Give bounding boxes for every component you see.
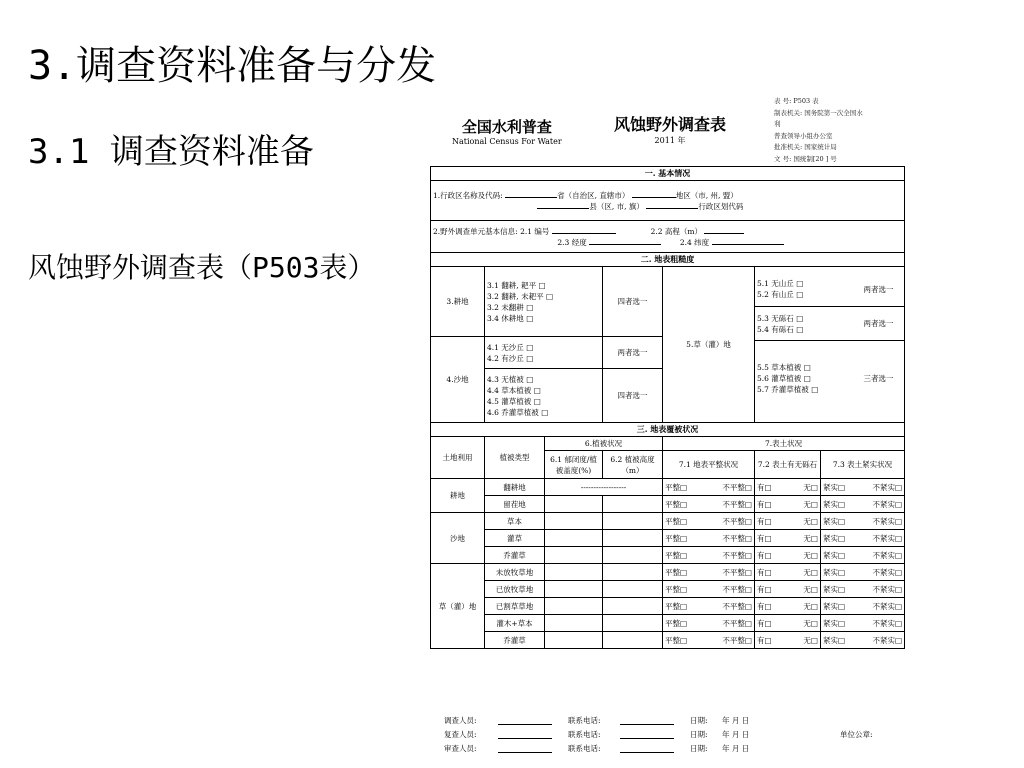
col-firmness: 7.3 表土紧实状况: [821, 451, 905, 479]
option-right[interactable]: 不紧实□: [872, 567, 903, 577]
option-right[interactable]: 不紧实□: [872, 618, 903, 628]
option-left[interactable]: 紧实□: [823, 516, 846, 526]
option: 4.5 灌草植被 □: [487, 396, 541, 406]
option-right[interactable]: 无□: [803, 550, 818, 560]
table-row: [431, 479, 905, 496]
option-left[interactable]: 有□: [757, 499, 772, 509]
col-veg-height: 6.2 植被高度（m）: [603, 451, 663, 479]
flatness-cell: [663, 564, 755, 581]
option-left[interactable]: 有□: [757, 482, 772, 492]
gravel-cell: [755, 564, 821, 581]
option-left[interactable]: 平整□: [665, 550, 688, 560]
option-left[interactable]: 平整□: [665, 567, 688, 577]
sandy-label: 4.沙地: [431, 337, 485, 423]
firmness-cell: [821, 598, 905, 615]
option-left[interactable]: 紧实□: [823, 499, 846, 509]
flatness-cell: [663, 615, 755, 632]
option-left[interactable]: 平整□: [665, 482, 688, 492]
veg-type-cell: 已放牧草地: [485, 581, 545, 598]
table-row: [431, 615, 905, 632]
option-right[interactable]: 不平整□: [722, 635, 752, 645]
form-caption: 风蚀野外调查表（P503表）: [28, 251, 376, 284]
date-label: 日期:: [690, 716, 708, 725]
veg-type-cell: 翻耕地: [485, 479, 545, 496]
grass-label: 5.草（灌）地: [663, 267, 755, 423]
flatness-cell: [663, 581, 755, 598]
choose-four-note: 四者选一: [603, 267, 663, 337]
veg-type-cell: 草本: [485, 513, 545, 530]
table-row: [431, 564, 905, 581]
org-subtitle: National Census For Water: [452, 137, 562, 146]
option: 3.2 翻耕, 未耙平 □: [487, 291, 554, 301]
meta-line: 利: [774, 120, 781, 128]
form-year: 2011 年: [654, 136, 686, 145]
option-right[interactable]: 不紧实□: [872, 601, 903, 611]
option-right[interactable]: 无□: [803, 567, 818, 577]
option: 5.6 灌草植被 □: [757, 374, 811, 384]
canopy-cell: [545, 581, 603, 598]
option-right[interactable]: 不紧实□: [872, 550, 903, 560]
option: 3.4 休耕地 □: [487, 313, 534, 323]
option: 4.4 草本植被 □: [487, 385, 541, 395]
option: 4.6 乔灌草植被 □: [487, 407, 549, 417]
option-right[interactable]: 不紧实□: [872, 635, 903, 645]
date-label: 日期:: [690, 730, 708, 739]
flatness-cell: [663, 632, 755, 649]
option-left[interactable]: 平整□: [665, 584, 688, 594]
option-left[interactable]: 紧实□: [823, 618, 846, 628]
table-row: [431, 598, 905, 615]
flatness-cell: [663, 513, 755, 530]
option-left[interactable]: 平整□: [665, 635, 688, 645]
option-right[interactable]: 不紧实□: [872, 482, 903, 492]
option-left[interactable]: 紧实□: [823, 584, 846, 594]
flatness-cell: [663, 598, 755, 615]
option: 5.3 无砾石 □: [757, 313, 804, 323]
firmness-cell: [821, 513, 905, 530]
gravel-cell: [755, 598, 821, 615]
label-longitude: 2.3 经度: [557, 237, 587, 247]
option-right[interactable]: 无□: [803, 482, 818, 492]
option-right[interactable]: 无□: [803, 601, 818, 611]
gravel-cell: [755, 479, 821, 496]
table-row: [431, 530, 905, 547]
option-right[interactable]: 无□: [803, 499, 818, 509]
option: 5.5 草本植被 □: [757, 363, 811, 373]
firmness-cell: [821, 581, 905, 598]
height-cell: [603, 564, 663, 581]
option-right[interactable]: 不平整□: [722, 499, 752, 509]
firmness-cell: [821, 530, 905, 547]
label-admin: 1.行政区名称及代码:: [433, 190, 503, 200]
firmness-cell: [821, 564, 905, 581]
veg-type-cell: 灌草: [485, 530, 545, 547]
reviewer-label: 复查人员:: [444, 730, 477, 739]
canopy-cell: [545, 496, 603, 513]
flatness-cell: [663, 547, 755, 564]
option-left[interactable]: 紧实□: [823, 482, 846, 492]
table-row: [431, 632, 905, 649]
sandy-options-a: [485, 337, 603, 369]
option: 5.1 无山丘 □: [757, 279, 804, 289]
table-row: [431, 547, 905, 564]
option: 3.2 未翻耕 □: [487, 302, 534, 312]
option-left[interactable]: 有□: [757, 533, 772, 543]
option-left[interactable]: 紧实□: [823, 567, 846, 577]
option-right[interactable]: 不紧实□: [872, 499, 903, 509]
meta-line: 普查领导小组办公室: [774, 131, 833, 140]
col-veg-type: 植被类型: [485, 437, 545, 479]
land-use-cell: 耕地: [431, 479, 485, 513]
firmness-cell: [821, 496, 905, 513]
option-right[interactable]: 不平整□: [722, 601, 752, 611]
canopy-cell: [545, 513, 603, 530]
option-right[interactable]: 无□: [803, 516, 818, 526]
slide-title: 3.调查资料准备与分发: [28, 43, 437, 89]
land-use-cell: 草（灌）地: [431, 564, 485, 649]
option-left[interactable]: 平整□: [665, 601, 688, 611]
veg-type-cell: 已割草草地: [485, 598, 545, 615]
seal-label: 单位公章:: [840, 730, 873, 739]
height-cell: [603, 496, 663, 513]
gravel-cell: [755, 496, 821, 513]
choose-two-note: 两者选一: [853, 273, 904, 307]
canopy-cell: [545, 615, 603, 632]
flatness-cell: [663, 530, 755, 547]
table-row: [431, 513, 905, 530]
option-right[interactable]: 不紧实□: [872, 516, 903, 526]
date-ymd: 年 月 日: [722, 744, 750, 753]
canopy-cell: [545, 632, 603, 649]
label-admin-code: 行政区划代码: [698, 201, 744, 211]
auditor-label: 审查人员:: [444, 744, 477, 753]
land-use-cell: 沙地: [431, 513, 485, 564]
grass-options: [755, 267, 905, 423]
option-right[interactable]: 不平整□: [722, 567, 752, 577]
canopy-cell: [545, 530, 603, 547]
option-left[interactable]: 紧实□: [823, 601, 846, 611]
option-left[interactable]: 有□: [757, 516, 772, 526]
choose-two-note: 两者选一: [603, 337, 663, 369]
option-right[interactable]: 无□: [803, 584, 818, 594]
label-elevation: 2.2 高程（m）: [650, 226, 702, 236]
col-veg-status: 6.植被状况: [545, 437, 663, 451]
height-cell: [603, 547, 663, 564]
meta-line: 批准机关: 国家统计局: [774, 143, 837, 151]
gravel-cell: [755, 547, 821, 564]
option-right[interactable]: 不平整□: [722, 618, 752, 628]
veg-type-cell: 灌木+草本: [485, 615, 545, 632]
section-basic: 一. 基本情况: [431, 167, 905, 181]
flatness-cell: [663, 496, 755, 513]
option: 4.3 无植被 □: [487, 374, 534, 384]
form-title: 风蚀野外调查表: [614, 115, 727, 134]
gravel-cell: [755, 581, 821, 598]
date-ymd: 年 月 日: [722, 716, 750, 725]
form-footer: [444, 714, 906, 756]
option: 4.1 无沙丘 □: [487, 342, 534, 352]
option-left[interactable]: 平整□: [665, 618, 688, 628]
firmness-cell: [821, 479, 905, 496]
option-right[interactable]: 不平整□: [722, 584, 752, 594]
form-title-header: [614, 112, 726, 146]
option-left[interactable]: 平整□: [665, 499, 688, 509]
meta-line: 文 号: 国统制[20 ] 号: [774, 154, 837, 163]
gravel-cell: [755, 615, 821, 632]
phone-label: 联系电话:: [568, 730, 601, 739]
col-soil-status: 7.表土状况: [663, 437, 905, 451]
col-land-use: 土地利用: [431, 437, 485, 479]
option-right[interactable]: 无□: [803, 533, 818, 543]
label-prefecture: 地区（市, 州, 盟）: [675, 190, 738, 200]
option-right[interactable]: 不平整□: [722, 516, 752, 526]
sandy-options-b: [485, 369, 603, 423]
option: 5.4 有砾石 □: [757, 324, 804, 334]
date-label: 日期:: [690, 744, 708, 753]
option: 3.1 翻耕, 耙平 □: [487, 280, 546, 290]
height-cell: [603, 632, 663, 649]
veg-type-cell: 乔灌草: [485, 632, 545, 649]
option-left[interactable]: 紧实□: [823, 635, 846, 645]
option-right[interactable]: 不平整□: [722, 482, 752, 492]
investigator-label: 调查人员:: [444, 716, 477, 725]
survey-table: [430, 166, 905, 649]
height-cell: [603, 581, 663, 598]
canopy-cell: [545, 564, 603, 581]
dash-cell: ------------------: [545, 479, 663, 496]
option-left[interactable]: 紧实□: [823, 533, 846, 543]
label-county: 县（区, 市, 旗）: [589, 201, 644, 211]
option-left[interactable]: 有□: [757, 635, 772, 645]
option-right[interactable]: 不平整□: [722, 550, 752, 560]
form-org-header: [452, 116, 562, 146]
gravel-cell: [755, 513, 821, 530]
choose-three-note: 三者选一: [863, 374, 894, 384]
section-subtitle: 3.1 调查资料准备: [28, 132, 314, 172]
label-unit-id: 2.野外调查单元基本信息: 2.1 编号: [433, 226, 550, 236]
arable-options: [485, 267, 603, 337]
phone-label: 联系电话:: [568, 744, 601, 753]
option: 5.7 乔灌草植被 □: [757, 385, 819, 395]
height-cell: [603, 513, 663, 530]
veg-type-cell: 乔灌草: [485, 547, 545, 564]
option-left[interactable]: 有□: [757, 618, 772, 628]
option: 4.2 有沙丘 □: [487, 353, 534, 363]
option-right[interactable]: 不紧实□: [872, 584, 903, 594]
label-latitude: 2.4 纬度: [679, 237, 710, 247]
survey-form-image: [430, 94, 906, 762]
form-meta: [774, 96, 906, 165]
choose-four-note: 四者选一: [603, 369, 663, 423]
section-cover: 三. 地表覆被状况: [431, 423, 905, 437]
height-cell: [603, 530, 663, 547]
canopy-cell: [545, 547, 603, 564]
option-left[interactable]: 平整□: [665, 533, 688, 543]
survey-unit-row: [431, 221, 905, 253]
option-left[interactable]: 有□: [757, 550, 772, 560]
option-right[interactable]: 无□: [803, 618, 818, 628]
height-cell: [603, 598, 663, 615]
option-right[interactable]: 不紧实□: [872, 533, 903, 543]
admin-region-row: [431, 181, 905, 221]
col-gravel: 7.2 表土有无砾石: [755, 451, 821, 479]
option-left[interactable]: 平整□: [665, 516, 688, 526]
option-left[interactable]: 有□: [757, 601, 772, 611]
option-left[interactable]: 有□: [757, 584, 772, 594]
option-left[interactable]: 紧实□: [823, 550, 846, 560]
flatness-cell: [663, 479, 755, 496]
gravel-cell: [755, 530, 821, 547]
table-row: [431, 581, 905, 598]
firmness-cell: [821, 632, 905, 649]
height-cell: [603, 615, 663, 632]
table-row: [431, 496, 905, 513]
veg-type-cell: 留茬地: [485, 496, 545, 513]
canopy-cell: [545, 598, 603, 615]
meta-line: 制表机关: 国务院第一次全国水: [774, 108, 863, 117]
option: 5.2 有山丘 □: [757, 290, 804, 300]
label-province: 省（自治区, 直辖市）: [557, 190, 630, 200]
option-right[interactable]: 不平整□: [722, 533, 752, 543]
choose-two-note: 两者选一: [853, 307, 904, 341]
col-flatness: 7.1 地表平整状况: [663, 451, 755, 479]
gravel-cell: [755, 632, 821, 649]
firmness-cell: [821, 615, 905, 632]
option-right[interactable]: 无□: [803, 635, 818, 645]
section-roughness: 二. 地表粗糙度: [431, 253, 905, 267]
meta-line: 表 号: P503 表: [774, 97, 819, 105]
arable-label: 3.耕地: [431, 267, 485, 337]
option-left[interactable]: 有□: [757, 567, 772, 577]
phone-label: 联系电话:: [568, 716, 601, 725]
org-title: 全国水利普查: [461, 118, 552, 136]
veg-type-cell: 未放牧草地: [485, 564, 545, 581]
date-ymd: 年 月 日: [722, 730, 750, 739]
col-canopy: 6.1 郁闭度/植被盖度(%): [545, 451, 603, 479]
firmness-cell: [821, 547, 905, 564]
